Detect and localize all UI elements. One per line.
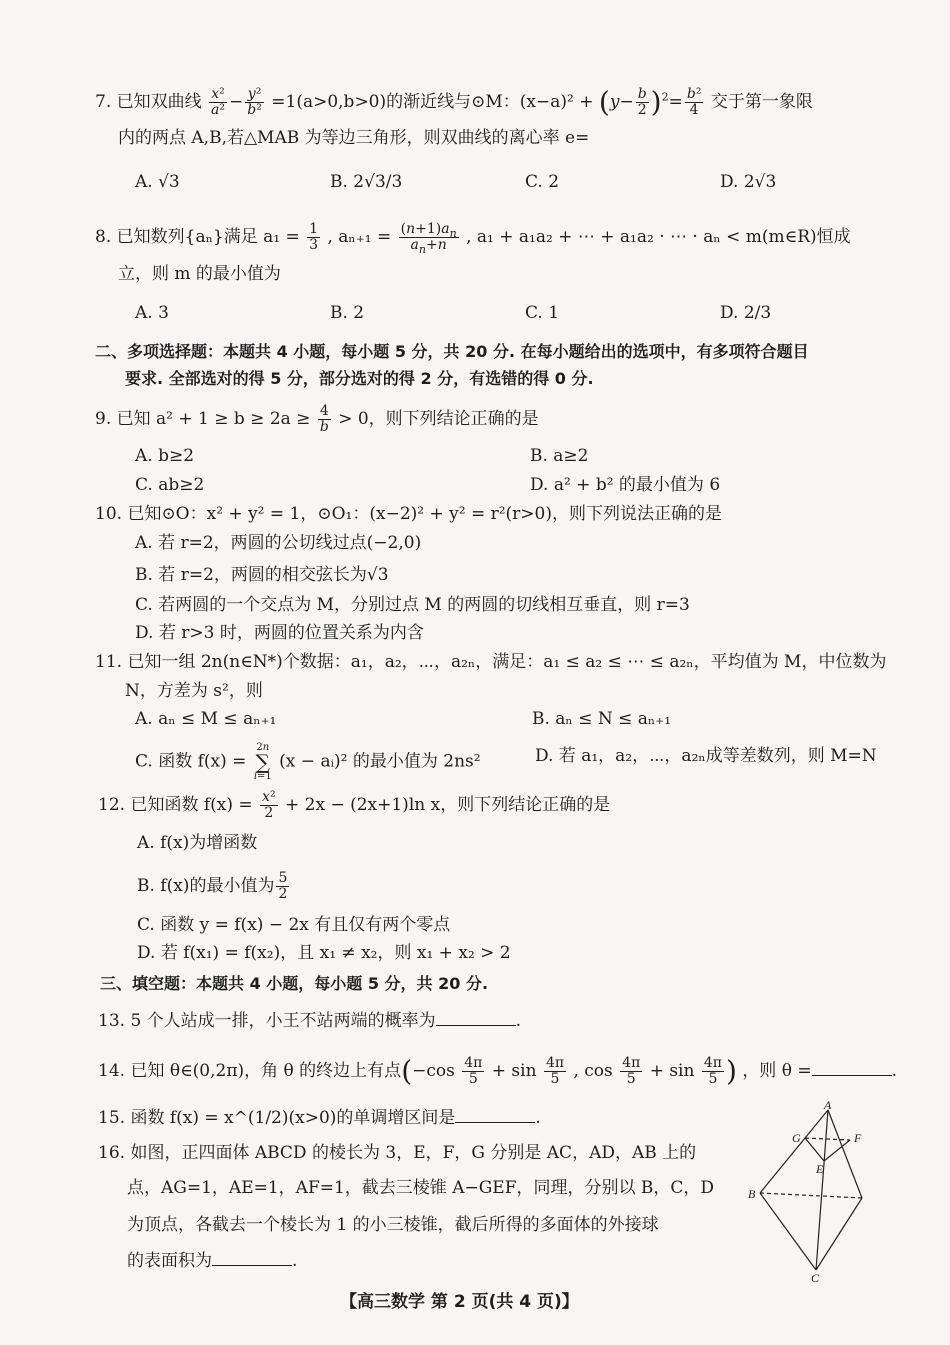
q15: 15. 函数 f(x) = x^(1/2)(x>0)的单调增区间是 . [98,1108,541,1128]
fraction-x2-a2: $\frac{\text{x²}}{\text{a²}}$ [211,86,226,118]
q8-option-c: C. 1 [525,303,560,323]
q11-option-b: B. aₙ ≤ N ≤ aₙ₊₁ [532,709,672,729]
label-c: C [811,1271,820,1283]
q11-option-c: C. 函数 f(x) = 2n ∑ i=1 (x − aᵢ)² 的最小值为 2ns² [135,742,481,782]
label-f: F [854,1131,862,1145]
q7-option-c: C. 2 [525,172,560,192]
label-g: G [792,1131,801,1145]
q8-option-a: A. 3 [135,303,169,323]
q10-option-d: D. 若 r>3 时，两圆的位置关系为内含 [135,623,424,643]
tetrahedron-figure [740,1098,870,1283]
section2-heading: 二、多项选择题：本题共 4 小题，每小题 5 分，共 20 分. 在每小题给出的选项中，有多项符合题目 [95,342,809,361]
q8-option-b: B. 2 [330,303,365,323]
q14: 14. 已知 θ∈(0,2π)，角 θ 的终边上有点(−cos $\frac{4\pi}{5}$ + sin $\frac{4\pi}{5}$ , cos $\frac{4\pi}{5}$ + sin $\frac{4\pi}{5}$ ) ，则 θ = . [98,1054,898,1088]
answer-blank [212,1249,292,1266]
q7-option-b: B. 2√3/3 [330,172,403,192]
q16-line4: 的表面积为 . [127,1251,298,1271]
q9-option-d: D. a² + b² 的最小值为 6 [530,475,721,495]
q12-option-a: A. f(x)为增函数 [137,833,258,853]
q10-option-c: C. 若两圆的一个交点为 M，分别过点 M 的两圆的切线相互垂直，则 r=3 [135,595,690,615]
answer-blank [812,1059,892,1076]
q8-line1: 8. 已知数列{aₙ}满足 a₁ = $\frac{1}{3}$ , aₙ₊₁ = $\frac{(n+1)a_n}{a_n+n}$ , a₁ + a₁a₂ + ⋯ + a₁a₂ · ⋯ · aₙ < m(m∈R)恒成 [95,221,851,256]
q16-line3: 为顶点，各截去一个棱长为 1 的小三棱锥，截后所得的多面体的外接球 [127,1215,659,1235]
q10-option-b: B. 若 r=2，两圆的相交弦长为√3 [135,565,389,585]
q11-line2: N，方差为 s²，则 [125,681,263,701]
q10-option-a: A. 若 r=2，两圆的公切线过点(−2,0) [135,533,422,553]
fraction-4-b: $\frac{4}{b}$ [319,403,329,435]
fraction-b2-4: $\frac{\text{b²}}{4}$ [686,86,702,118]
answer-blank [436,1009,516,1026]
answer-blank [455,1106,535,1123]
q11-option-d: D. 若 a₁，a₂，⋯，a₂ₙ成等差数列，则 M=N [535,746,877,766]
q12-option-d: D. 若 f(x₁) = f(x₂)，且 x₁ ≠ x₂，则 x₁ + x₂ > 2 [137,943,511,963]
page-footer: 【高三数学 第 2 页(共 4 页)】 [340,1292,579,1312]
q12-line1: 12. 已知函数 f(x) = $\frac{\text{x²}}{2}$ + 2x − (2x+1)ln x，则下列结论正确的是 [98,789,611,821]
label-b: B [748,1187,756,1201]
q9-option-b: B. a≥2 [530,446,589,466]
section3-heading: 三、填空题：本题共 4 小题，每小题 5 分，共 20 分. [100,974,489,993]
fraction-recurrence: $\frac{(n+1)a_n}{a_n+n}$ [400,221,457,256]
q12-option-b: B. f(x)的最小值为 $\frac{5}{2}$ [137,870,288,902]
q10-line1: 10. 已知⊙O：x² + y² = 1，⊙O₁：(x−2)² + y² = r²(r>0)，则下列说法正确的是 [95,504,722,524]
q7-line2: 内的两点 A,B,若△MAB 为等边三角形，则双曲线的离心率 e= [118,128,590,148]
q8-option-d: D. 2/3 [720,303,772,323]
q9-line1: 9. 已知 a² + 1 ≥ b ≥ 2a ≥ $\frac{4}{b}$ > 0，则下列结论正确的是 [95,403,539,435]
q7-option-a: A. √3 [135,172,180,192]
q11-option-a: A. aₙ ≤ M ≤ aₙ₊₁ [135,709,277,729]
fraction-1-3: $\frac{1}{3}$ [309,221,319,253]
q7-line1: 7. 已知双曲线 $\frac{\text{x²}}{\text{a²}}$ − $\frac{\text{y²}}{\text{b²}}$ =1(a>0,b>0)的渐近线与⊙M：(x−a)² + (y− $\frac{b}{2}$ )$^2$= $\frac{\text{b²}}{4}$ 交于第一象限 [95,85,813,119]
q16-line2: 点，AG=1，AE=1，AF=1，截去三棱锥 A−GEF，同理，分别以 B，C，D [127,1178,715,1198]
label-e: E [816,1162,824,1176]
q12-option-c: C. 函数 y = f(x) − 2x 有且仅有两个零点 [137,915,451,935]
q7-option-d: D. 2√3 [720,172,777,192]
fraction-5-2: $\frac{5}{2}$ [278,870,288,902]
summation-symbol: 2n ∑ i=1 [253,742,272,782]
fraction-x2-2: $\frac{\text{x²}}{2}$ [262,789,276,821]
q9-option-c: C. ab≥2 [135,475,205,495]
q13: 13. 5 个人站成一排，小王不站两端的概率为 . [98,1011,522,1031]
q9-option-a: A. b≥2 [135,446,195,466]
q11-line1: 11. 已知一组 2n(n∈N*)个数据：a₁，a₂，⋯，a₂ₙ，满足：a₁ ≤ a₂ ≤ ⋯ ≤ a₂ₙ，平均值为 M，中位数为 [95,652,887,672]
fraction-y2-b2: $\frac{\text{y²}}{\text{b²}}$ [247,86,262,118]
fraction-b-2: $\frac{b}{2}$ [637,86,647,118]
label-a: A [824,1098,832,1112]
q8-line2: 立，则 m 的最小值为 [118,264,281,284]
section2-instructions: 要求. 全部选对的得 5 分，部分选对的得 2 分，有选错的得 0 分. [125,369,594,388]
q16-line1: 16. 如图，正四面体 ABCD 的棱长为 3，E，F，G 分别是 AC，AD，AB 上的 [98,1143,697,1163]
